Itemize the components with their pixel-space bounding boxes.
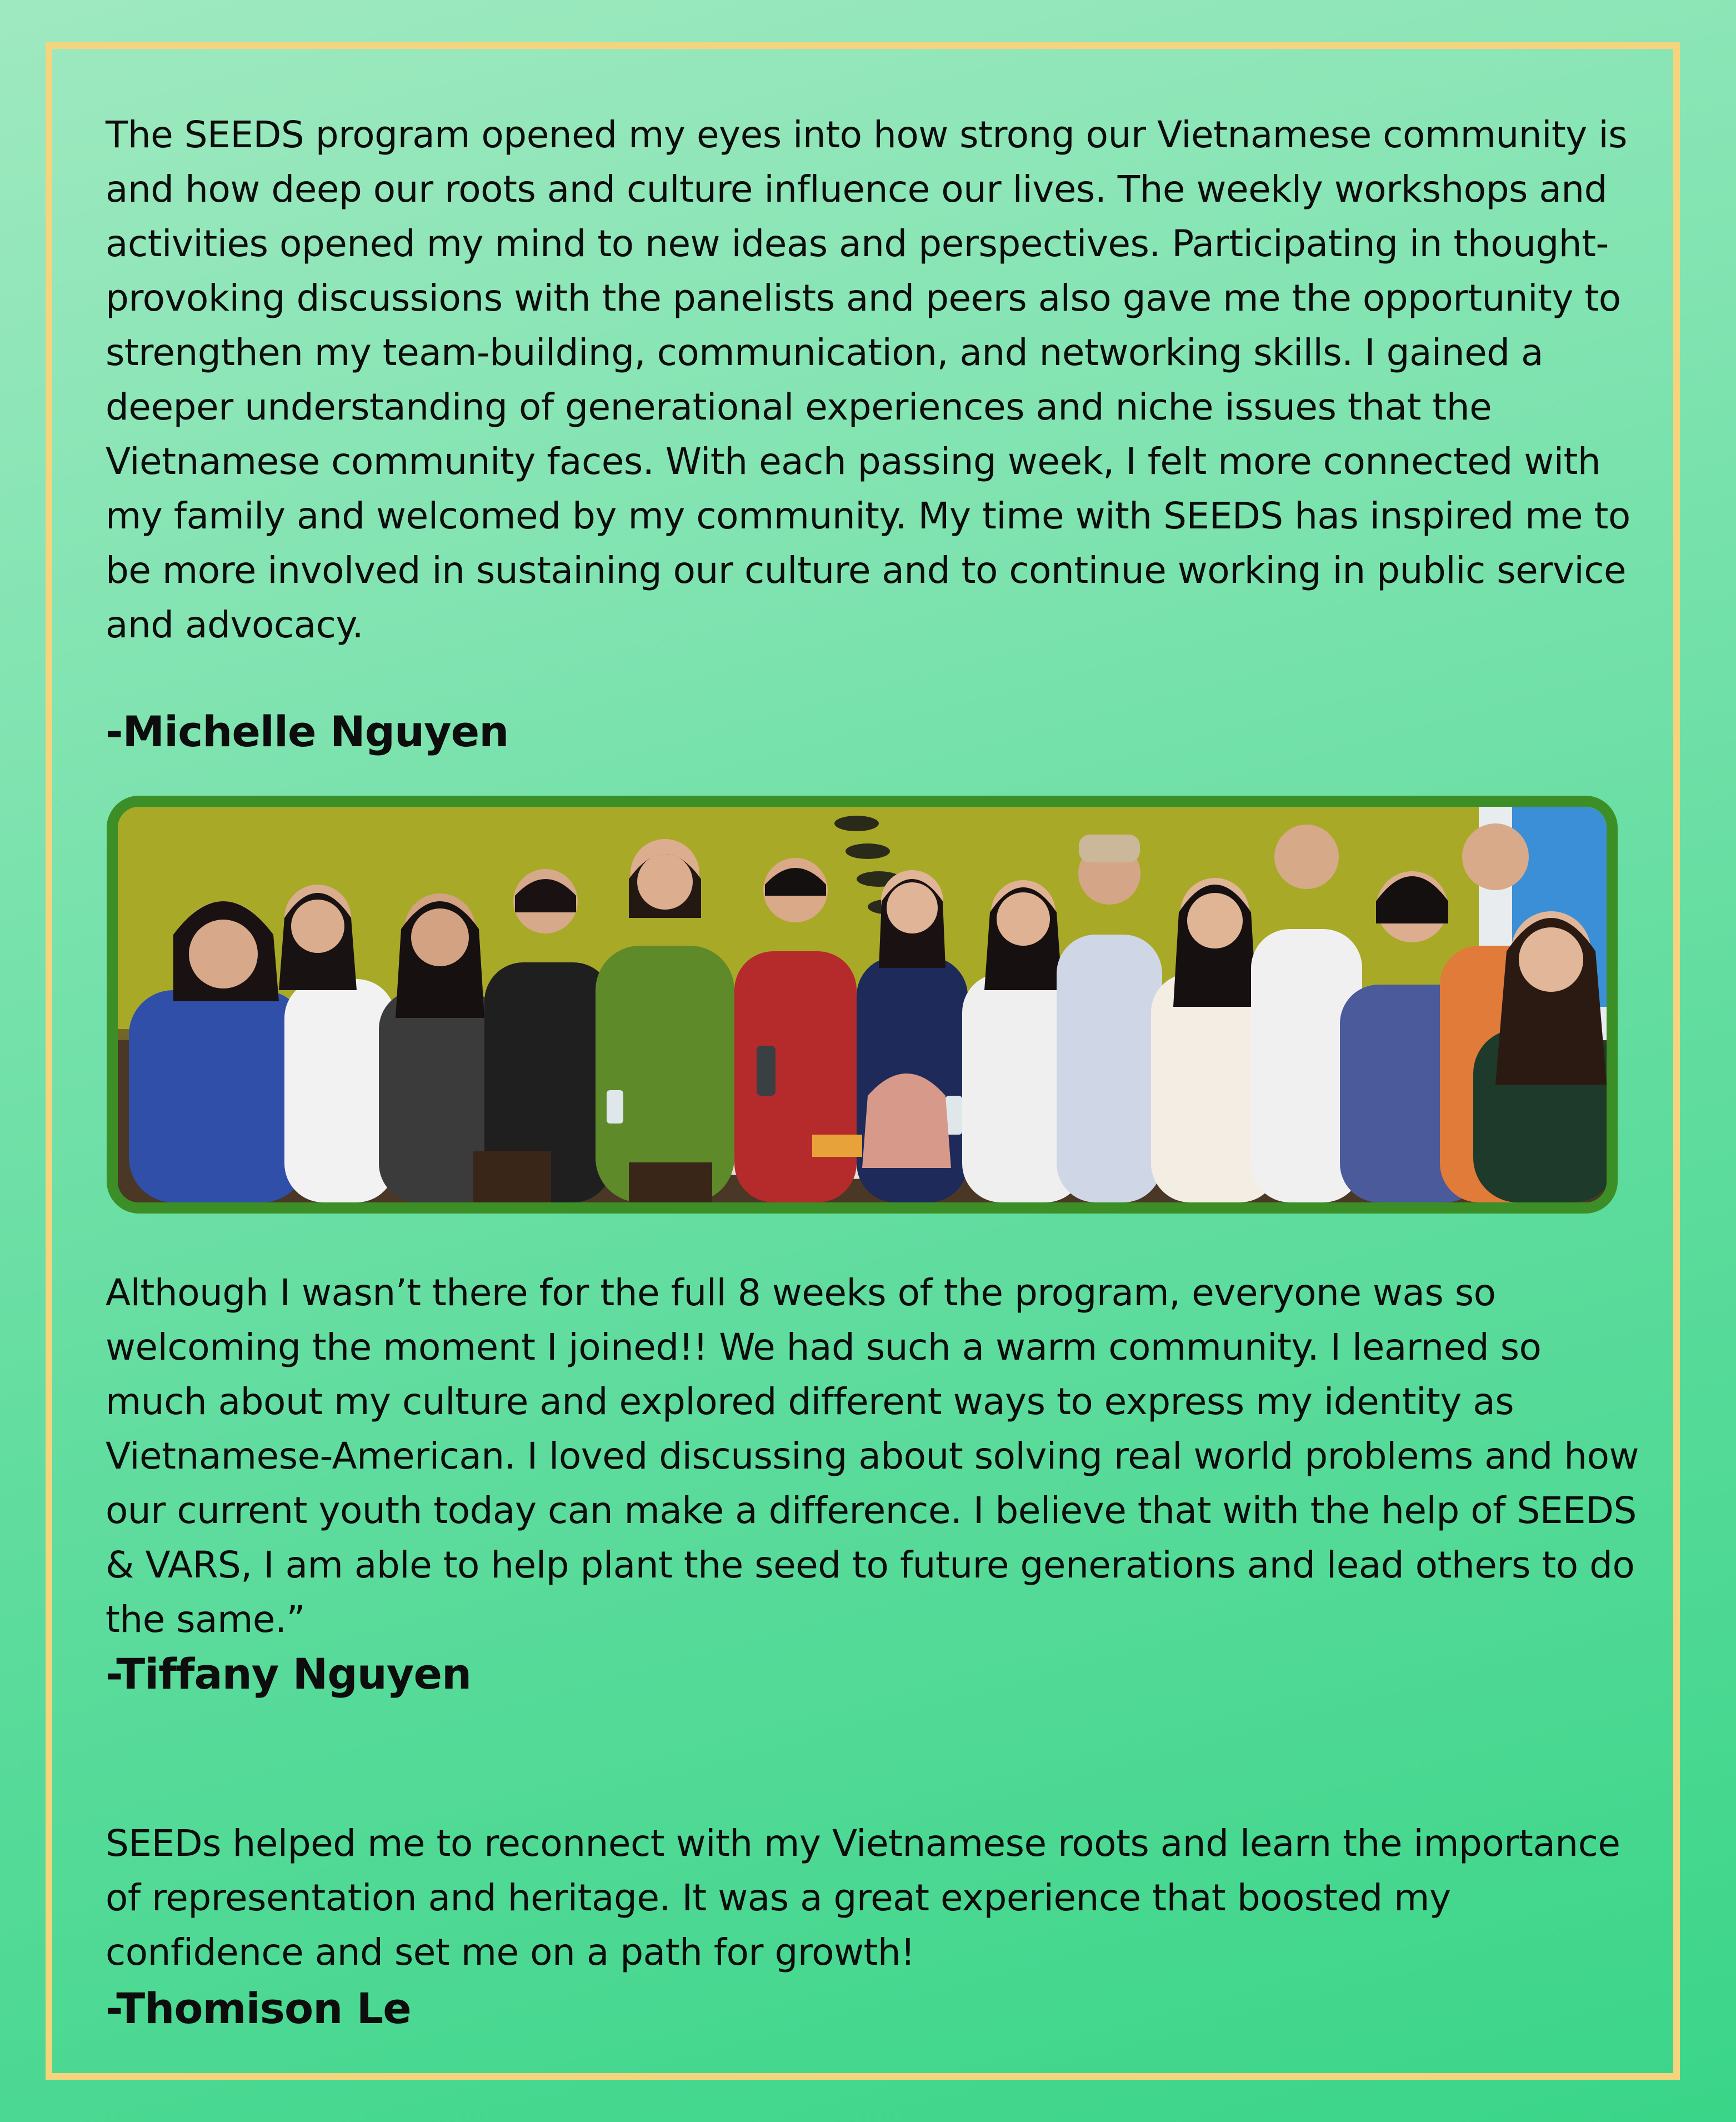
testimonial-author-thomison: -Thomison Le (106, 1984, 411, 2033)
group-photo (107, 796, 1618, 1214)
group-photo-illustration (118, 807, 1607, 1202)
testimonial-text-thomison: SEEDs helped me to reconnect with my Vietnamese roots and learn the importance of representation and heritage. It was a great experience that boosted my confidence and set me on a path for growth! (106, 1822, 1620, 1974)
testimonial-author-tiffany: -Tiffany Nguyen (106, 1649, 472, 1699)
testimonial-text-tiffany: Although I wasn’t there for the full 8 weeks of the program, everyone was so welcoming the moment I joined!! We had such a warm community. I learned so much about my culture and explored different ways to express my identity as Vietnamese-American. I loved discussing about solving real world problems and how our current youth today can make a difference. I believe that with the help of SEEDS & VARS, I am able to help plant the seed to future generations and lead others to do the same.” (106, 1271, 1639, 1641)
testimonial-text-michelle: The SEEDS program opened my eyes into how strong our Vietnamese community is and how deep our roots and culture influence our lives. The weekly workshops and activities opened my mind to new ideas and perspectives. Participating in thought-provoking discussions with the panelists and peers also gave me the opportunity to strengthen my team-building, communication, and networking skills. I gained a deeper understanding of generational experiences and niche issues that the Vietnamese community faces. With each passing week, I felt more connected with my family and welcomed by my community. My time with SEEDS has inspired me to be more involved in sustaining our culture and to continue working in public service and advocacy. (106, 113, 1630, 646)
testimonial-author-michelle: -Michelle Nguyen (106, 707, 509, 756)
